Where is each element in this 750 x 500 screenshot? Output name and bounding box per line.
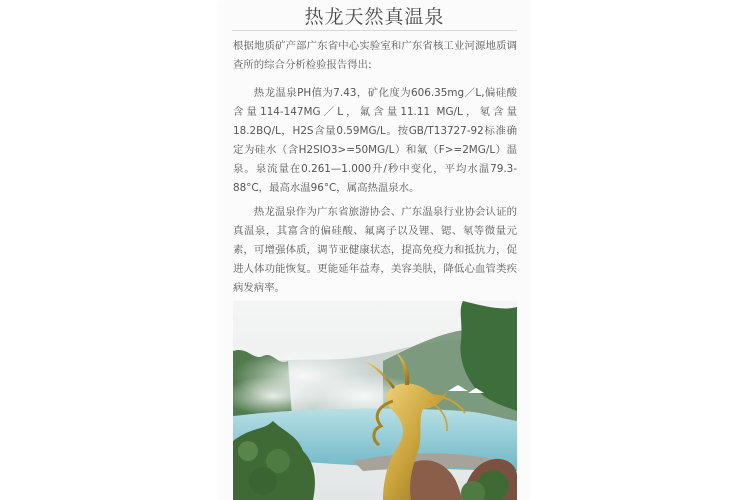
health-benefits-paragraph: 热龙温泉作为广东省旅游协会、广东温泉行业协会认证的真温泉，其富含的偏硅酸、氟离子以及锂、锶、氡等微量元素，可增强体质，调节亚健康状态，提高免疫力和抵抗力，促进人体功能恢复。更能延年益寿，美容美肤，降低心血管类疾病发病率。 bbox=[233, 206, 517, 294]
title-divider bbox=[232, 30, 517, 31]
article-title: 热龙天然真温泉 bbox=[304, 6, 445, 28]
intro-paragraph: 根据地质矿产部广东省中心实验室和广东省核工业河源地质调查所的综合分析检验报告得出: bbox=[233, 40, 517, 71]
water-quality-paragraph: 热龙温泉PH值为7.43，矿化度为606.35mg／L,偏硅酸含量114-147MG／L，氟含量11.11 MG/L，氡含量18.2BQ/L，H2S含量0.59MG/L。按GB/T13727-92标准确定为硅水（含H2SIO3>=50MG/L）和氟（F>=2MG/L）温泉。泉流量在0.261—1.000升/秒中变化，平均水温79.3-88°C，最高水温96°C，属高热温泉水。 bbox=[233, 87, 517, 194]
hot-spring-dragon-photo bbox=[233, 301, 517, 500]
